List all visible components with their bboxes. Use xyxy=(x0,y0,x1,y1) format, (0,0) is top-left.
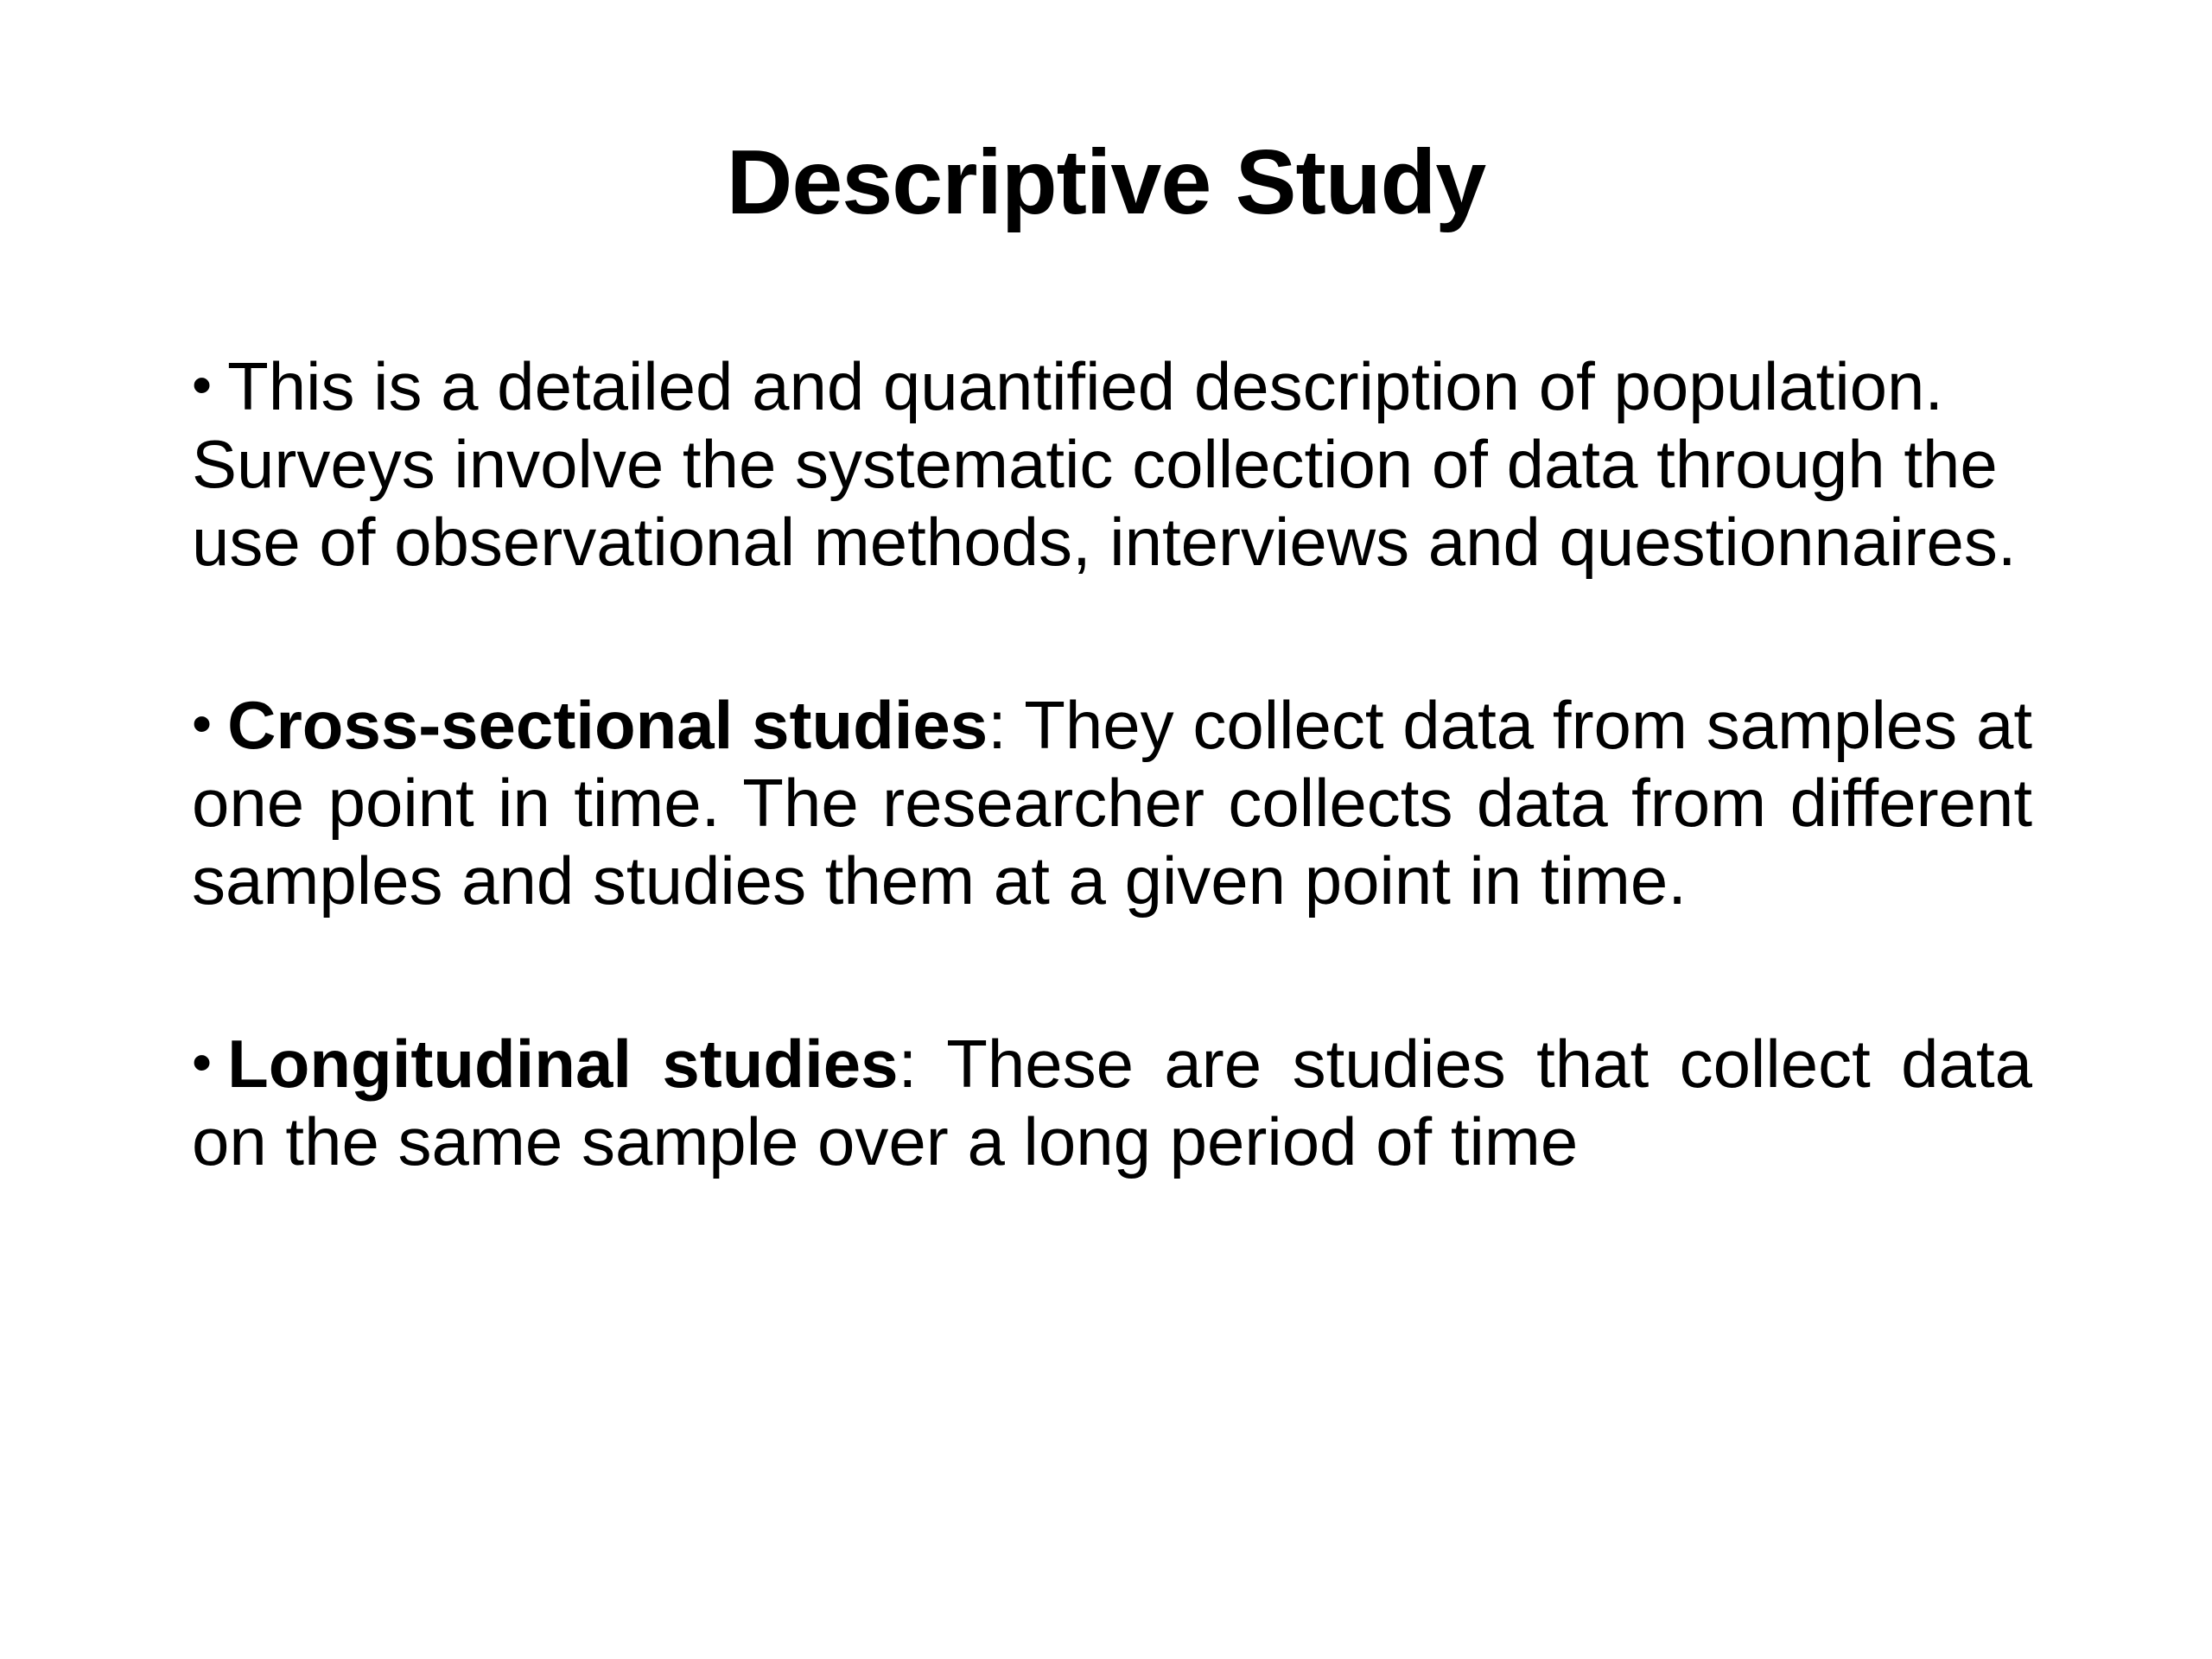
bullet-item-longitudinal xyxy=(192,1023,2032,1180)
bullet-icon: • xyxy=(192,1030,213,1094)
bullet-list xyxy=(192,346,2032,1180)
bullet-term: Cross-sectional studies xyxy=(227,687,988,763)
bullet-text: These are studies that collect data on the same sample over a long period of time xyxy=(192,1026,2032,1179)
bullet-item-description xyxy=(192,346,2032,581)
bullet-text: They collect data from samples at one point in time. The researcher collects data from different samples and studies them at a given point in time. xyxy=(192,687,2032,918)
bullet-text: This is a detailed and quantified description of population. Surveys involve the systematic collection of data through the use of observational methods, interviews and questionnaires. xyxy=(192,348,2017,580)
bullet-icon: • xyxy=(192,691,213,755)
bullet-icon: • xyxy=(192,353,213,416)
bullet-separator: : xyxy=(988,687,1007,763)
bullet-item-cross-sectional xyxy=(192,684,2032,919)
bullet-separator: : xyxy=(898,1026,918,1102)
slide-title: Descriptive Study xyxy=(726,131,1486,233)
bullet-term: Longitudinal studies xyxy=(227,1026,899,1102)
